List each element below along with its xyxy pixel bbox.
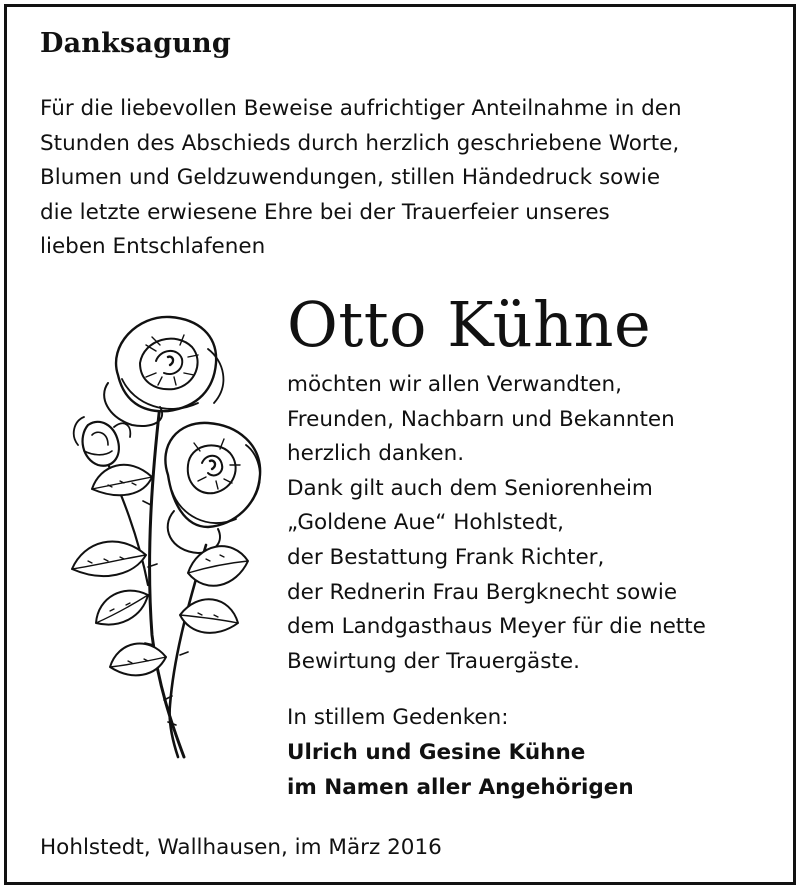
thanks-line: herzlich danken.	[287, 441, 465, 467]
thanks-line: Freunden, Nachbarn und Bekannten	[287, 406, 675, 432]
intro-line: Stunden des Abschieds durch herzlich geschriebene Worte,	[40, 130, 680, 156]
signature-line: Ulrich und Gesine Kühne	[287, 740, 586, 765]
thanks-line: Dank gilt auch dem Seniorenheim	[287, 475, 653, 501]
thanks-line: Bewirtung der Trauergäste.	[287, 648, 580, 674]
signature-block	[287, 700, 634, 805]
intro-paragraph	[40, 92, 770, 265]
intro-line: Für die liebevollen Beweise aufrichtiger Anteilnahme in den	[40, 96, 682, 121]
rose-illustration	[48, 305, 270, 765]
intro-line: Blumen und Geldzuwendungen, stillen Händedruck sowie	[40, 165, 661, 190]
signature-line: im Namen aller Angehörigen	[287, 775, 634, 800]
thanks-line: möchten wir allen Verwandten,	[287, 372, 622, 397]
deceased-name: Otto Kühne	[287, 288, 652, 361]
intro-line: lieben Entschlafenen	[40, 234, 266, 259]
thanks-line: der Bestattung Frank Richter,	[287, 544, 605, 570]
thanks-line: „Goldene Aue“ Hohlstedt,	[287, 510, 564, 536]
notice-heading: Danksagung	[40, 28, 231, 59]
place-date: Hohlstedt, Wallhausen, im März 2016	[40, 835, 442, 860]
thanks-line: der Rednerin Frau Bergknecht sowie	[287, 579, 678, 605]
thanks-paragraph	[287, 368, 706, 679]
closing-text: In stillem Gedenken:	[287, 705, 509, 730]
intro-line: die letzte erwiesene Ehre bei der Trauerfeier unseres	[40, 199, 610, 225]
thanks-line: dem Landgasthaus Meyer für die nette	[287, 614, 706, 640]
